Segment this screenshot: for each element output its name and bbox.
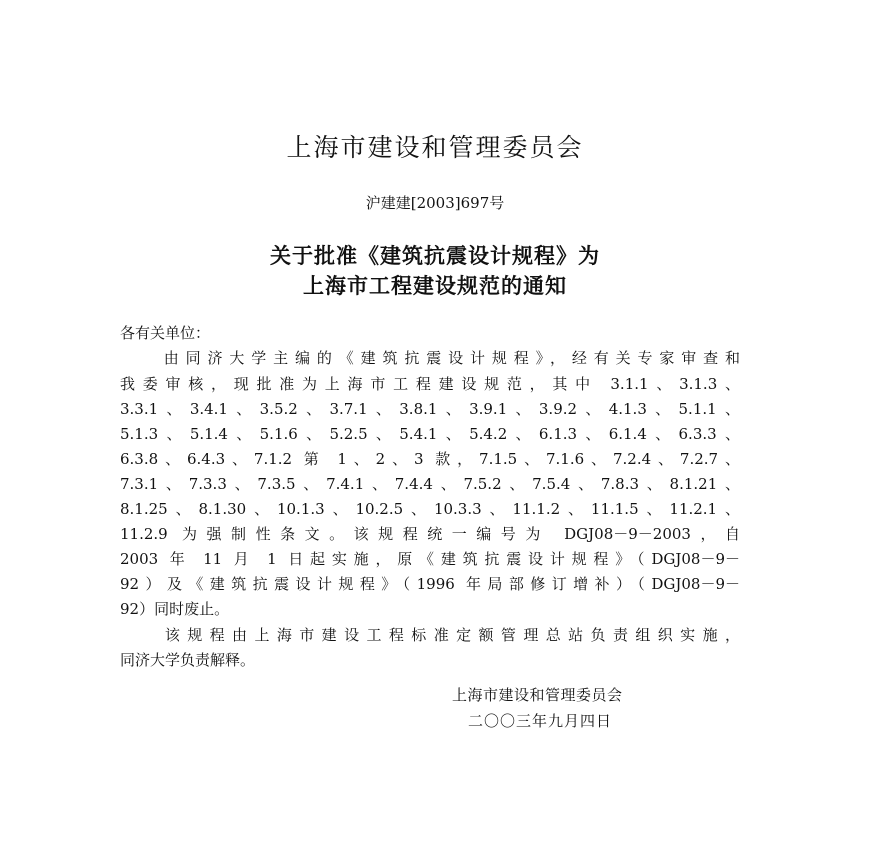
body-line: 3.3.1、3.4.1、3.5.2、3.7.1、3.8.1、3.9.1、3.9.2、4.1.3、5.1.1、 [120,400,740,418]
body-line: 由同济大学主编的《建筑抗震设计规程》，经有关专家审查和 [120,349,740,367]
body-line: 8.1.25、8.1.30、10.1.3、10.2.5、10.3.3、11.1.2、11.1.5、11.2.1、 [120,500,740,518]
body-line: 11.2.9 为强制性条文。该规程统一编号为 DGJ08－9－2003，自 [120,525,740,543]
body-line: 7.3.1、7.3.3、7.3.5、7.4.1、7.4.4、7.5.2、7.5.4、7.8.3、8.1.21、 [120,475,740,493]
notice-title-line-1: 关于批准《建筑抗震设计规程》为 [270,244,600,268]
signature-organization: 上海市建设和管理委员会 [452,686,623,704]
body-line: 该规程由上海市建设工程标准定额管理总站负责组织实施， [120,626,740,644]
body-line: 6.3.8、6.4.3、7.1.2 第 1、2、3 款，7.1.5、7.1.6、7.2.4、7.2.7、 [120,450,740,468]
salutation: 各有关单位： [120,324,211,342]
body-line: 2003 年 11 月 1 日起实施，原《建筑抗震设计规程》（DGJ08－9－ [120,550,740,568]
body-line: 5.1.3、5.1.4、5.1.6、5.2.5、5.4.1、5.4.2、6.1.3、6.1.4、6.3.3、 [120,425,740,443]
body-line: 我委审核，现批准为上海市工程建设规范，其中 3.1.1、3.1.3、 [120,375,740,393]
body-line: 同济大学负责解释。 [120,651,256,669]
document-number: 沪建建[2003]697号 [365,194,505,212]
issuer-heading: 上海市建设和管理委员会 [286,133,584,162]
body-line: 92）同时废止。 [120,600,230,618]
body-line: 92）及《建筑抗震设计规程》（1996 年局部修订增补）（DGJ08－9－ [120,575,740,593]
notice-title-line-2: 上海市工程建设规范的通知 [303,274,567,298]
signature-date: 二〇〇三年九月四日 [468,712,613,730]
